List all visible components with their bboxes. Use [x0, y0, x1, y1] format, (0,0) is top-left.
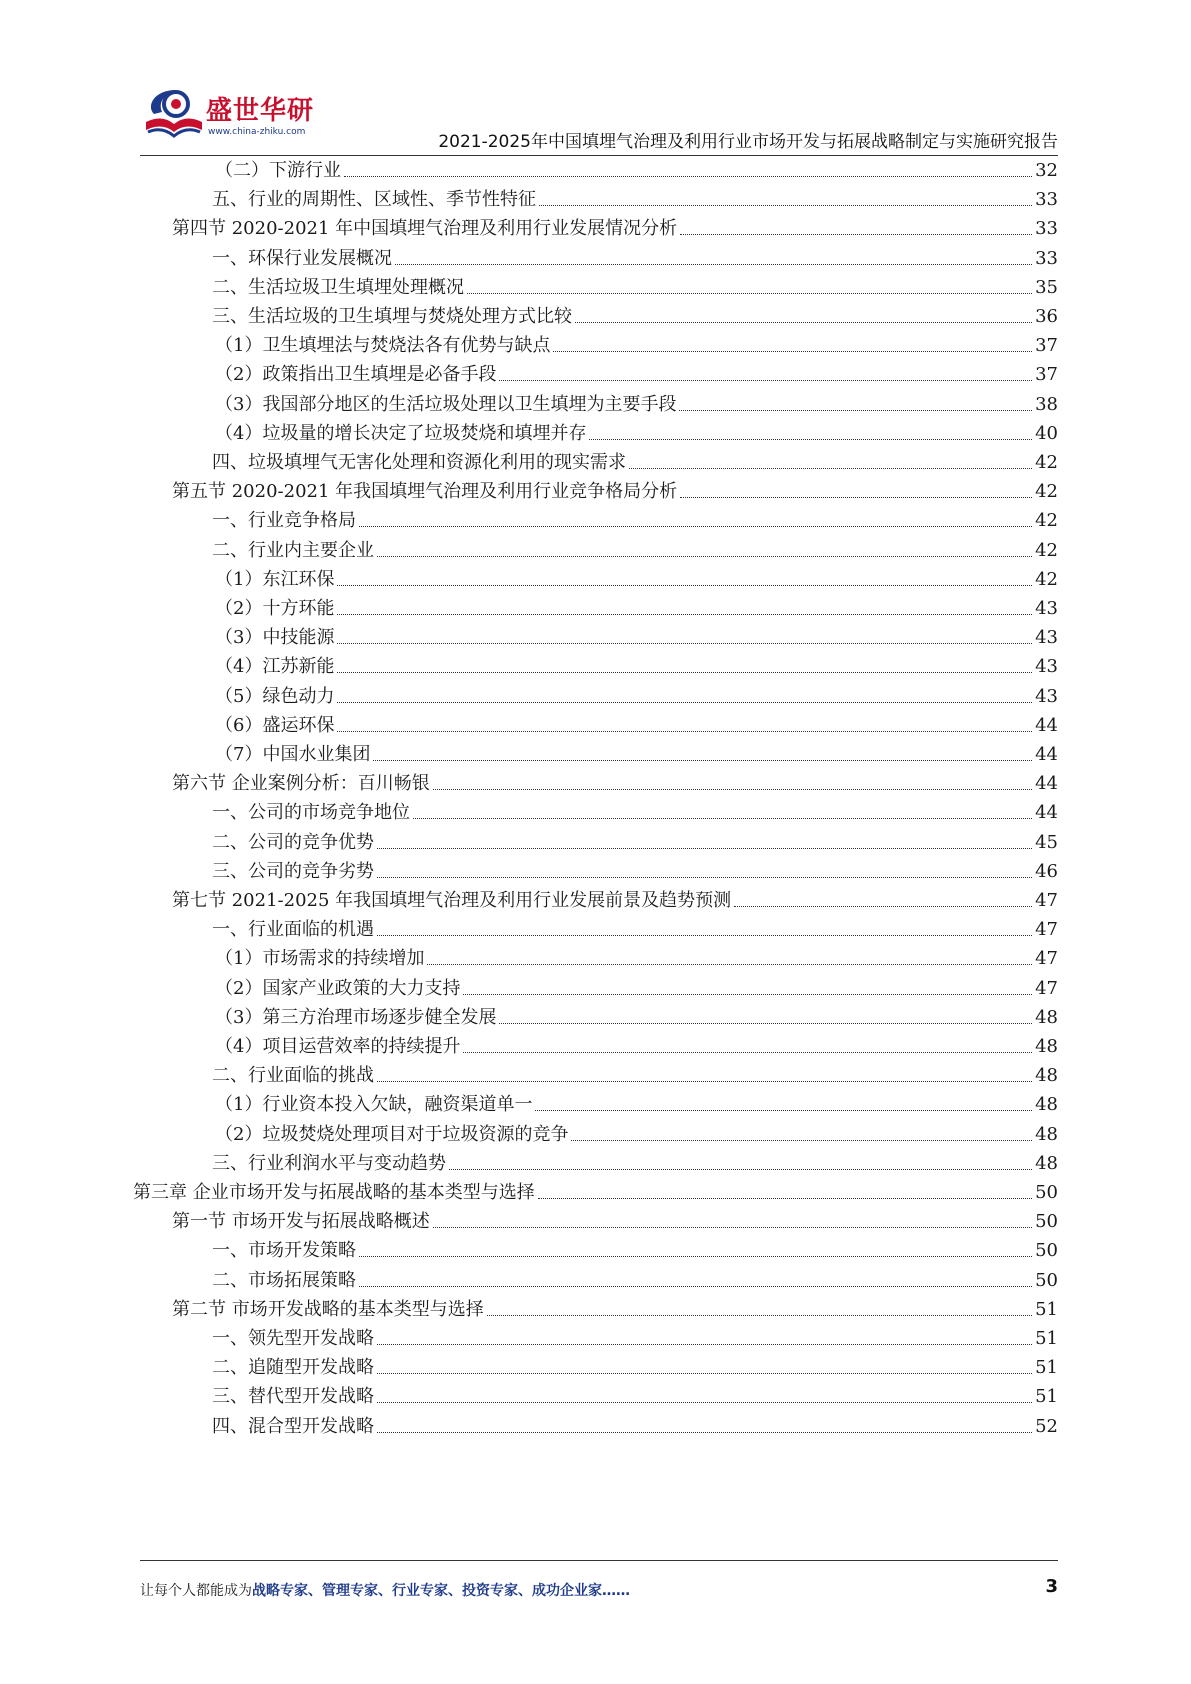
toc-entry-label: （2）政策指出卫生填埋是必备手段	[215, 364, 497, 386]
toc-dot-leader	[734, 906, 1032, 907]
toc-entry-page: 50	[1035, 1240, 1058, 1262]
toc-entry-label: 三、替代型开发战略	[212, 1386, 374, 1408]
toc-entry-page: 50	[1035, 1182, 1058, 1203]
toc-entry[interactable]	[212, 824, 1058, 854]
toc-entry-page: 51	[1035, 1357, 1058, 1379]
toc-entry[interactable]	[215, 152, 1058, 182]
toc-entry[interactable]	[215, 678, 1058, 708]
toc-dot-leader	[359, 1286, 1032, 1287]
toc-entry[interactable]	[215, 707, 1058, 737]
toc-entry-label: 一、行业面临的机遇	[212, 919, 374, 941]
toc-entry[interactable]	[212, 853, 1058, 883]
toc-entry-page: 48	[1035, 1123, 1058, 1145]
toc-dot-leader	[377, 1373, 1032, 1374]
toc-entry-page: 48	[1035, 1152, 1058, 1174]
toc-entry-label: 三、生活垃圾的卫生填埋与焚烧处理方式比较	[212, 306, 572, 327]
toc-dot-leader	[344, 176, 1032, 177]
toc-dot-leader	[377, 848, 1032, 849]
toc-entry-label: 第一节 市场开发与拓展战略概述	[172, 1211, 430, 1233]
toc-entry-label: 第四节 2020-2021 年中国填埋气治理及利用行业发展情况分析	[172, 218, 678, 240]
toc-dot-leader	[629, 468, 1032, 469]
toc-entry-label: 一、领先型开发战略	[212, 1328, 374, 1349]
brand-name: 盛世华研	[206, 96, 315, 126]
toc-entry[interactable]	[215, 970, 1058, 1000]
toc-dot-leader	[680, 234, 1032, 235]
toc-entry-page: 48	[1035, 1006, 1058, 1028]
toc-entry-page: 43	[1035, 656, 1058, 678]
toc-entry[interactable]	[212, 1349, 1058, 1379]
toc-entry-page: 44	[1035, 802, 1058, 824]
toc-entry[interactable]	[212, 794, 1058, 824]
toc-dot-leader	[449, 1169, 1032, 1170]
toc-entry-page: 37	[1035, 335, 1058, 357]
toc-dot-leader	[535, 1110, 1032, 1111]
toc-entry-label: （2）垃圾焚烧处理项目对于垃圾资源的竞争	[215, 1123, 569, 1145]
toc-entry-page: 40	[1035, 422, 1058, 444]
toc-entry-label: （3）我国部分地区的生活垃圾处理以卫生填埋为主要手段	[215, 393, 677, 415]
toc-dot-leader	[377, 1402, 1032, 1403]
toc-entry-label: （4）江苏新能	[215, 656, 335, 678]
toc-dot-leader	[377, 935, 1032, 936]
toc-dot-leader	[377, 1432, 1032, 1433]
brand-url: www.china-zhiku.com	[208, 127, 306, 137]
toc-entry-label: 三、行业利润水平与变动趋势	[212, 1152, 446, 1174]
toc-entry-page: 47	[1035, 919, 1058, 941]
toc-entry-page: 48	[1035, 1036, 1058, 1057]
toc-entry-page: 46	[1035, 860, 1058, 882]
toc-entry-page: 43	[1035, 685, 1058, 707]
toc-entry[interactable]	[215, 327, 1058, 357]
toc-entry[interactable]	[212, 1057, 1058, 1087]
toc-entry-label: 二、追随型开发战略	[212, 1357, 374, 1379]
toc-entry-label: 一、公司的市场竞争地位	[212, 802, 410, 824]
toc-dot-leader	[553, 351, 1032, 352]
toc-entry[interactable]	[215, 999, 1058, 1029]
toc-entry-page: 51	[1035, 1328, 1058, 1349]
toc-entry-page: 37	[1035, 364, 1058, 386]
toc-dot-leader	[377, 877, 1032, 878]
toc-entry-page: 33	[1035, 218, 1058, 240]
toc-entry-label: 二、生活垃圾卫生填埋处理概况	[212, 276, 464, 298]
toc-entry-label: 第三章 企业市场开发与拓展战略的基本类型与选择	[133, 1182, 535, 1203]
toc-dot-leader	[499, 380, 1032, 381]
toc-entry-page: 43	[1035, 598, 1058, 619]
toc-entry-label: （1）行业资本投入欠缺，融资渠道单一	[215, 1094, 533, 1116]
toc-dot-leader	[359, 526, 1032, 527]
toc-entry-page: 50	[1035, 1269, 1058, 1291]
toc-dot-leader	[395, 264, 1032, 265]
toc-dot-leader	[589, 439, 1032, 440]
toc-entry-label: 第六节 企业案例分析：百川畅银	[172, 773, 430, 795]
toc-entry-label: 第七节 2021-2025 年我国填埋气治理及利用行业发展前景及趋势预测	[172, 890, 732, 911]
toc-entry[interactable]	[215, 648, 1058, 678]
book-globe-logo-icon	[140, 84, 210, 146]
toc-entry[interactable]	[212, 181, 1058, 211]
toc-dot-leader	[463, 1052, 1032, 1053]
toc-entry[interactable]	[212, 298, 1058, 328]
toc-dot-leader	[337, 614, 1032, 615]
toc-entry-page: 33	[1035, 247, 1058, 269]
toc-entry-page: 42	[1035, 452, 1058, 473]
toc-entry-label: 第五节 2020-2021 年我国填埋气治理及利用行业竞争格局分析	[172, 481, 678, 503]
toc-entry[interactable]	[215, 1028, 1058, 1058]
toc-entry-label: 一、市场开发策略	[212, 1240, 356, 1262]
toc-entry[interactable]	[212, 1145, 1058, 1175]
toc-entry-label: （4）项目运营效率的持续提升	[215, 1036, 461, 1057]
toc-dot-leader	[337, 672, 1032, 673]
toc-dot-leader	[377, 1081, 1032, 1082]
toc-entry-page: 38	[1035, 393, 1058, 415]
toc-dot-leader	[433, 1227, 1032, 1228]
toc-entry-label: 三、公司的竞争劣势	[212, 860, 374, 882]
toc-entry-page: 48	[1035, 1094, 1058, 1116]
toc-entry-label: （二）下游行业	[215, 160, 341, 181]
toc-entry-page: 51	[1035, 1298, 1058, 1320]
toc-entry-page: 48	[1035, 1065, 1058, 1087]
toc-entry[interactable]	[172, 1203, 1058, 1233]
toc-entry[interactable]	[215, 736, 1058, 766]
toc-dot-leader	[487, 1315, 1032, 1316]
toc-entry-label: （1）市场需求的持续增加	[215, 948, 425, 970]
toc-entry-page: 42	[1035, 481, 1058, 503]
toc-dot-leader	[337, 731, 1032, 732]
toc-entry-label: （3）中技能源	[215, 627, 335, 649]
toc-dot-leader	[373, 760, 1032, 761]
toc-entry-page: 43	[1035, 627, 1058, 649]
toc-entry-label: 一、行业竞争格局	[212, 510, 356, 532]
toc-entry[interactable]	[215, 619, 1058, 649]
slogan-prefix: 让每个人都能成为	[140, 1583, 252, 1599]
toc-entry[interactable]	[215, 561, 1058, 591]
toc-entry-label: （1）卫生填埋法与焚烧法各有优势与缺点	[215, 335, 551, 357]
toc-entry[interactable]	[212, 1232, 1058, 1262]
toc-dot-leader	[359, 1256, 1032, 1257]
toc-entry[interactable]	[215, 1116, 1058, 1146]
toc-entry-page: 44	[1035, 744, 1058, 765]
toc-entry[interactable]	[212, 1378, 1058, 1408]
toc-entry[interactable]	[212, 269, 1058, 299]
toc-entry-label: （5）绿色动力	[215, 685, 335, 707]
toc-dot-leader	[571, 1140, 1032, 1141]
toc-entry[interactable]	[212, 1262, 1058, 1292]
toc-entry[interactable]	[212, 532, 1058, 562]
toc-entry[interactable]	[215, 386, 1058, 416]
toc-entry-page: 42	[1035, 510, 1058, 532]
toc-entry-page: 33	[1035, 189, 1058, 211]
toc-entry[interactable]	[212, 240, 1058, 270]
toc-entry[interactable]	[215, 415, 1058, 445]
toc-entry-label: （4）垃圾量的增长决定了垃圾焚烧和填埋并存	[215, 422, 587, 444]
toc-dot-leader	[413, 818, 1032, 819]
toc-entry-page: 45	[1035, 831, 1058, 853]
toc-entry-label: 一、环保行业发展概况	[212, 247, 392, 269]
toc-entry-label: 二、公司的竞争优势	[212, 831, 374, 853]
toc-entry[interactable]	[212, 911, 1058, 941]
toc-entry[interactable]	[212, 1408, 1058, 1438]
toc-dot-leader	[679, 410, 1032, 411]
toc-entry-page: 50	[1035, 1211, 1058, 1233]
toc-dot-leader	[433, 789, 1032, 790]
toc-dot-leader	[337, 643, 1032, 644]
report-title: 2021-2025年中国填埋气治理及利用行业市场开发与拓展战略制定与实施研究报告	[438, 132, 1058, 152]
toc-entry[interactable]	[172, 210, 1058, 240]
toc-entry-page: 51	[1035, 1386, 1058, 1408]
toc-entry-label: 四、垃圾填埋气无害化处理和资源化利用的现实需求	[212, 452, 626, 473]
toc-dot-leader	[680, 497, 1032, 498]
toc-entry[interactable]	[215, 940, 1058, 970]
toc-entry-page: 32	[1035, 160, 1058, 181]
toc-dot-leader	[499, 1023, 1032, 1024]
toc-dot-leader	[575, 322, 1032, 323]
toc-dot-leader	[467, 293, 1032, 294]
page-number: 3	[1045, 1576, 1058, 1597]
toc-entry[interactable]	[172, 882, 1058, 912]
toc-entry-label: （6）盛运环保	[215, 714, 335, 736]
toc-entry-page: 47	[1035, 948, 1058, 970]
toc-dot-leader	[427, 964, 1032, 965]
toc-dot-leader	[377, 1344, 1032, 1345]
toc-entry-label: （3）第三方治理市场逐步健全发展	[215, 1006, 497, 1028]
toc-entry[interactable]	[212, 1320, 1058, 1350]
toc-entry-label: 四、混合型开发战略	[212, 1415, 374, 1437]
toc-entry-page: 47	[1035, 890, 1058, 911]
toc-dot-leader	[337, 702, 1032, 703]
toc-entry-page: 42	[1035, 539, 1058, 561]
slogan-highlight: 战略专家、管理专家、行业专家、投资专家、成功企业家……	[252, 1583, 630, 1599]
toc-entry[interactable]	[212, 502, 1058, 532]
toc-entry-page: 52	[1035, 1415, 1058, 1437]
toc-dot-leader	[337, 585, 1032, 586]
toc-entry-label: （1）东江环保	[215, 568, 335, 590]
toc-entry[interactable]	[215, 356, 1058, 386]
footer-divider	[140, 1560, 1058, 1561]
toc-entry-label: （2）十方环能	[215, 598, 335, 619]
toc-dot-leader	[538, 1198, 1032, 1199]
toc-entry[interactable]	[172, 1291, 1058, 1321]
toc-entry[interactable]	[172, 473, 1058, 503]
toc-entry[interactable]	[212, 444, 1058, 474]
toc-entry-page: 35	[1035, 276, 1058, 298]
toc-entry[interactable]	[215, 1086, 1058, 1116]
page-header	[140, 80, 1058, 150]
footer-slogan	[140, 1580, 630, 1600]
toc-dot-leader	[539, 205, 1032, 206]
toc-entry-page: 44	[1035, 714, 1058, 736]
toc-entry[interactable]	[215, 590, 1058, 620]
toc-entry-label: 二、行业内主要企业	[212, 539, 374, 561]
toc-dot-leader	[377, 556, 1032, 557]
toc-entry-label: 二、行业面临的挑战	[212, 1065, 374, 1087]
toc-entry-page: 44	[1035, 773, 1058, 795]
toc-entry[interactable]	[172, 765, 1058, 795]
toc-entry-page: 36	[1035, 306, 1058, 327]
toc-entry-label: （2）国家产业政策的大力支持	[215, 977, 461, 999]
toc-entry[interactable]	[133, 1174, 1058, 1204]
toc-entry-label: 五、行业的周期性、区域性、季节性特征	[212, 189, 536, 211]
toc-entry-label: 二、市场拓展策略	[212, 1269, 356, 1291]
toc-entry-label: （7）中国水业集团	[215, 744, 371, 765]
toc-entry-page: 42	[1035, 568, 1058, 590]
toc-entry-label: 第二节 市场开发战略的基本类型与选择	[172, 1298, 484, 1320]
toc-dot-leader	[463, 994, 1032, 995]
toc-entry-page: 47	[1035, 977, 1058, 999]
